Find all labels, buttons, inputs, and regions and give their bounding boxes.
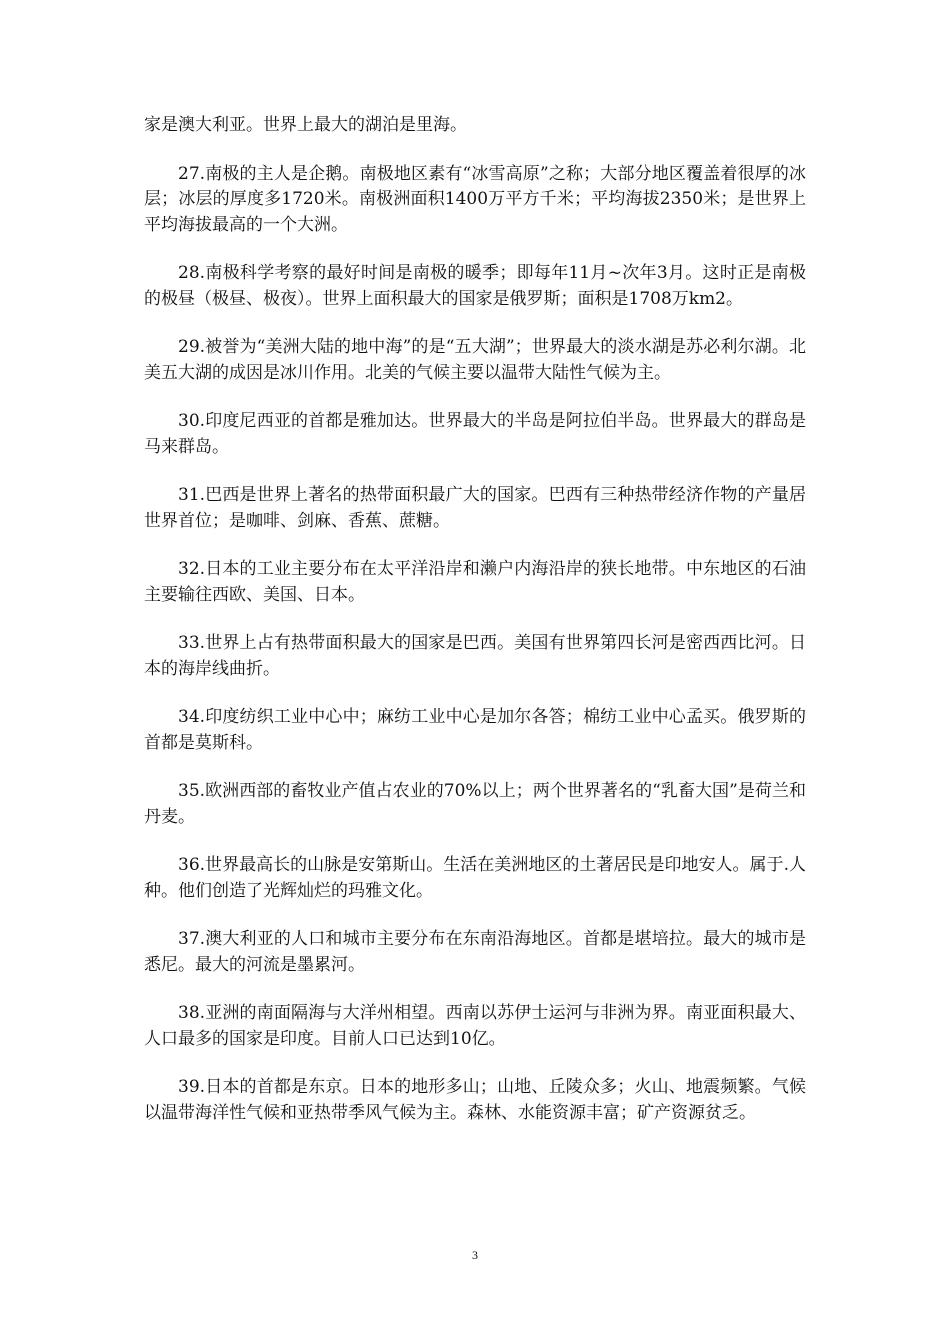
paragraph-item-30: 30.印度尼西亚的首都是雅加达。世界最大的半岛是阿拉伯半岛。世界最大的群岛是马来群岛。: [144, 411, 806, 457]
paragraph-item-38: 38.亚洲的南面隔海与大洋州相望。西南以苏伊士运河与非洲为界。南亚面积最大、人口最多的国家是印度。目前人口已达到10亿。: [144, 1003, 806, 1049]
paragraph-item-29: 29.被誉为“美洲大陆的地中海”的是“五大湖”；世界最大的淡水湖是苏必利尔湖。北美五大湖的成因是冰川作用。北美的气候主要以温带大陆性气候为主。: [144, 337, 806, 383]
paragraph-item-35: 35.欧洲西部的畜牧业产值占农业的70%以上；两个世界著名的“乳畜大国”是荷兰和丹麦。: [144, 781, 806, 827]
paragraph-item-34: 34.印度纺织工业中心中；麻纺工业中心是加尔各答；棉纺工业中心孟买。俄罗斯的首都是莫斯科。: [144, 707, 806, 753]
paragraph-item-28: 28.南极科学考察的最好时间是南极的暖季；即每年11月~次年3月。这时正是南极的极昼（极昼、极夜）。世界上面积最大的国家是俄罗斯；面积是1708万km2。: [144, 263, 806, 309]
paragraph-item-36: 36.世界最高长的山脉是安第斯山。生活在美洲地区的土著居民是印地安人。属于.人种。他们创造了光辉灿烂的玛雅文化。: [144, 855, 806, 901]
page-number: 3: [472, 1248, 478, 1262]
paragraph-item-31: 31.巴西是世界上著名的热带面积最广大的国家。巴西有三种热带经济作物的产量居世界首位；是咖啡、剑麻、香蕉、蔗糖。: [144, 485, 806, 531]
document-page: [144, 113, 806, 1149]
paragraph-item-27: 27.南极的主人是企鹅。南极地区素有“冰雪高原”之称；大部分地区覆盖着很厚的冰层；冰层的厚度多1720米。南极洲面积1400万平方千米；平均海拔2350米；是世界上平均海拔最高的一个大洲。: [144, 163, 806, 235]
paragraph-item-37: 37.澳大利亚的人口和城市主要分布在东南沿海地区。首都是堪培拉。最大的城市是悉尼。最大的河流是墨累河。: [144, 929, 806, 975]
paragraph-continuation: 家是澳大利亚。世界上最大的湖泊是里海。: [144, 115, 467, 135]
paragraph-item-32: 32.日本的工业主要分布在太平洋沿岸和濑户内海沿岸的狭长地带。中东地区的石油主要输往西欧、美国、日本。: [144, 559, 806, 605]
paragraph-item-39: 39.日本的首都是东京。日本的地形多山；山地、丘陵众多；火山、地震频繁。气候以温带海洋性气候和亚热带季风气候为主。森林、水能资源丰富；矿产资源贫乏。: [144, 1077, 806, 1123]
paragraph-item-33: 33.世界上占有热带面积最大的国家是巴西。美国有世界第四长河是密西西比河。日本的海岸线曲折。: [144, 633, 806, 679]
